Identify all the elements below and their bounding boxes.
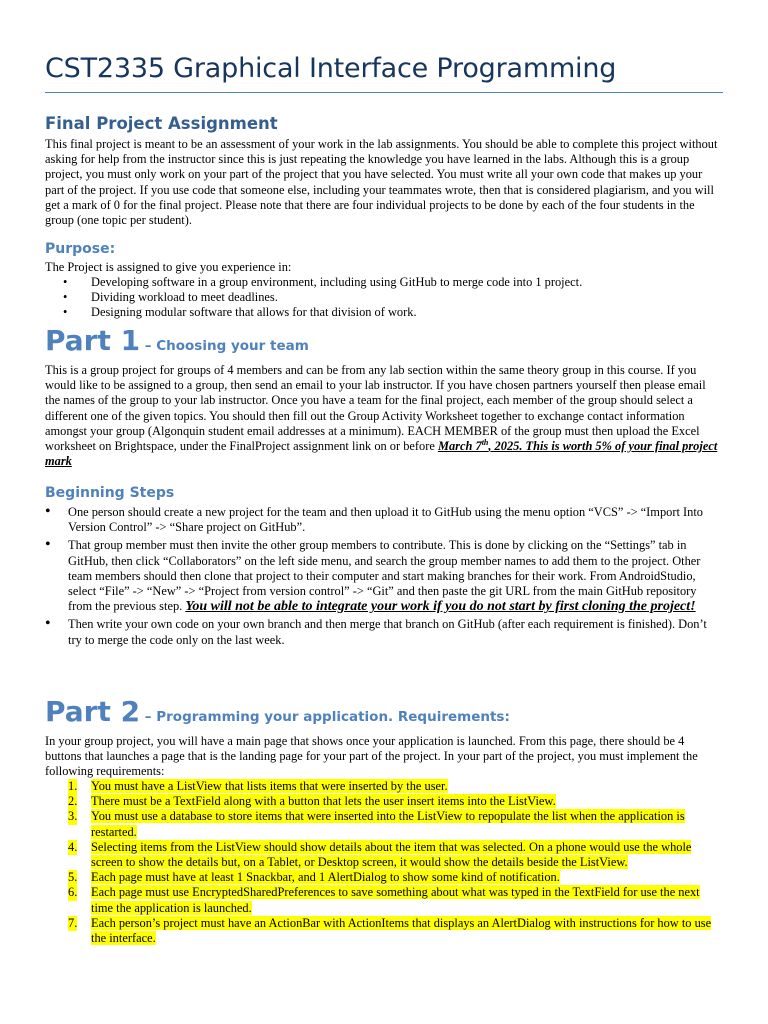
part2-heading <box>45 695 510 728</box>
part1-paragraph <box>45 363 723 469</box>
requirement-item: 5. Each page must have at least 1 Snackbar, and 1 AlertDialog to show some kind of notification. <box>68 870 560 885</box>
requirement-item: 1. You must have a ListView that lists items that were inserted by the user. <box>68 779 448 793</box>
requirements-list <box>45 779 723 946</box>
purpose-heading: Purpose: <box>45 241 116 257</box>
part1-subtitle: – Choosing your team <box>140 338 309 354</box>
list-item: • Developing software in a group environment, including using GitHub to merge code into 1 project. <box>45 275 723 290</box>
list-item: • That group member must then invite the other group members to contribute. This is done by clicking on the “Settings” tab in GitHub, then click “Collaborators” on the left side menu, and search the group member names to add them to the project. Other team members should then clone that project to their computer and start making branches for their work. From AndroidStudio, select “File” -> “New” -> “Project from version control” -> “Git” and then paste the git URL from the main GitHub repository from the previous step. You will not be able to integrate your work if you do not start by first cloning the project! <box>45 538 723 614</box>
clone-warning: You will not be able to integrate your work if you do not start by first cloning the project! <box>185 599 696 615</box>
part1-text: This is a group project for groups of 4 members and can be from any lab section within the same theory group in this course. If you would like to be assigned to a group, then send an email to your lab instructor. If you have chosen partners yourself then please email the names of the group to your lab instructor. Once you have a team for the final project, each member of the group should select a different one of the given topics. You should then fill out the Group Activity Worksheet together to exchange contact information amongst your group (Algonquin student email addresses at a minimum). EACH MEMBER of the group must then upload the Excel worksheet on Brightspace, under the FinalProject assignment link on or before <box>45 363 706 454</box>
list-item: • One person should create a new project for the team and then upload it to GitHub using the menu option “VCS” -> “Import Into Version Control” -> “Share project on GitHub”. <box>45 505 723 535</box>
part2-paragraph: In your group project, you will have a main page that shows once your application is launched. From this page, there should be 4 buttons that launches a page that is the landing page for your part of the project. In your part of the project, you must implement the following requirements: <box>45 734 698 779</box>
part2-subtitle: – Programming your application. Requirements: <box>140 709 510 725</box>
part1-deadline: March 7th, 2025. This is worth 5% of your final project mark <box>45 437 718 469</box>
requirement-item: 3. You must use a database to store items that were inserted into the ListView to repopulate the list when the application is restarted. <box>68 809 685 839</box>
list-item: • Dividing workload to meet deadlines. <box>45 290 723 305</box>
part1-number: Part 1 <box>45 324 141 357</box>
final-project-paragraph: This final project is meant to be an assessment of your work in the lab assignments. You should be able to complete this project without asking for help from the instructor since this is just repeating the knowledge you have learned in the labs. Although this is a group project, you must only work on your part of the project that you have selected. You must write all your own code that makes up your part of the project. If you use code that someone else, including your teammates wrote, then that is considered plagiarism, and you will get a mark of 0 for the final project. Please note that there are four individual projects to be done by each of the four students in the group (one topic per student). <box>45 137 718 228</box>
purpose-intro: The Project is assigned to give you experience in: <box>45 260 292 274</box>
requirement-item: 2. There must be a TextField along with a button that lets the user insert items into the ListView. <box>68 794 556 809</box>
document-title: CST2335 Graphical Interface Programming <box>45 52 723 93</box>
part2-number: Part 2 <box>45 695 141 728</box>
requirement-item: 4. Selecting items from the ListView should show details about the item that was selected. On a phone would use the whole screen to show the details but, on a Tablet, or Desktop screen, it would show the details beside the ListView. <box>68 839 692 870</box>
beginning-steps-heading: Beginning Steps <box>45 485 175 501</box>
list-item: • Designing modular software that allows for that division of work. <box>45 305 723 320</box>
part1-heading <box>45 324 309 357</box>
beginning-steps-list <box>45 505 723 651</box>
purpose-list <box>45 275 723 321</box>
final-project-heading: Final Project Assignment <box>45 114 278 133</box>
requirement-item: 7. Each person’s project must have an ActionBar with ActionItems that displays an AlertDialog with instructions for how to use the interface. <box>68 915 712 946</box>
requirement-item: 6. Each page must use EncryptedSharedPreferences to save something about what was typed in the TextField for use the next time the application is launched. <box>68 885 700 915</box>
list-item: • Then write your own code on your own branch and then merge that branch on GitHub (after each requirement is finished). Don’t try to merge the code only on the last week. <box>45 617 723 647</box>
